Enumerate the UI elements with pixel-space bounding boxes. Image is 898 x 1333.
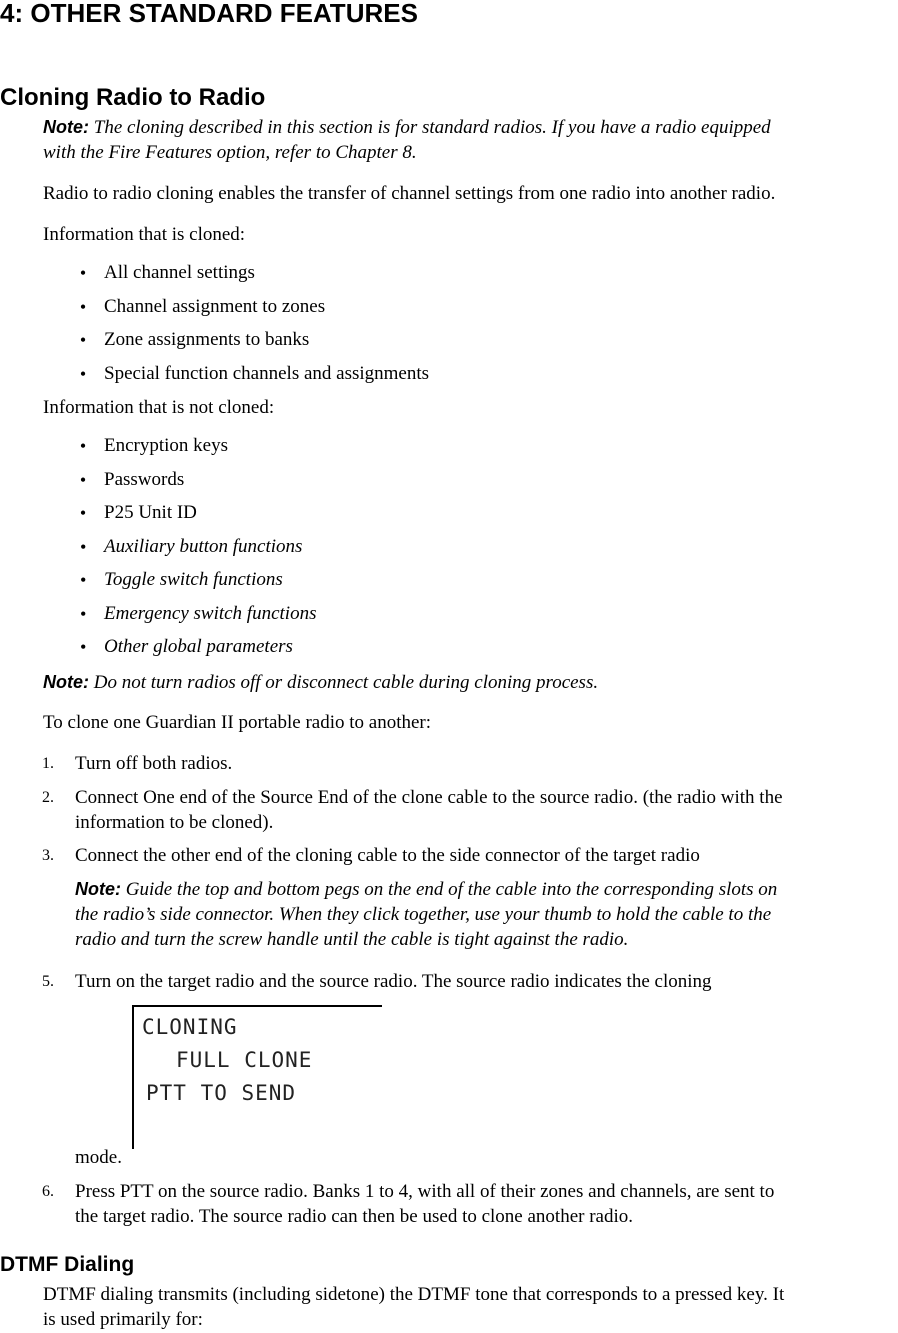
note-text: Do not turn radios off or disconnect cable during cloning process. (89, 672, 599, 693)
display-line: CLONING (142, 1015, 238, 1039)
step-number: 3. (42, 847, 54, 864)
step-number: 6. (42, 1183, 54, 1200)
list-item-text: P25 Unit ID (104, 502, 197, 523)
cloned-info-label: Information that is cloned: (43, 224, 246, 245)
step-number: 1. (42, 755, 54, 772)
bullet: • (79, 297, 87, 317)
note-cloning-scope (43, 114, 771, 141)
section-heading-dtmf: DTMF Dialing (0, 1253, 135, 1276)
dtmf-description: DTMF dialing transmits (including sidetone) the DTMF tone that corresponds to a pressed key. It (43, 1284, 785, 1305)
bullet: • (79, 470, 87, 490)
bullet: • (79, 503, 87, 523)
bullet: • (79, 436, 87, 456)
list-item-text: Special function channels and assignments (104, 363, 430, 384)
note-text-continued: radio and turn the screw handle until the cable is tight against the radio. (75, 929, 629, 950)
list-item-text: Toggle switch functions (104, 569, 283, 590)
note-text-continued: the radio’s side connector. When they click together, use your thumb to hold the cable to the (75, 904, 772, 925)
step-text-continued: information to be cloned). (75, 812, 274, 833)
bullet: • (79, 604, 87, 624)
bullet: • (79, 637, 87, 657)
step-text: Press PTT on the source radio. Banks 1 to 4, with all of their zones and channels, are sent to (75, 1181, 775, 1202)
note-text: Guide the top and bottom pegs on the end of the cable into the corresponding slots on (121, 879, 778, 900)
step-text: Connect One end of the Source End of the clone cable to the source radio. (the radio with the (75, 787, 783, 808)
bullet: • (79, 570, 87, 590)
bullet: • (79, 537, 87, 557)
list-item-text: Other global parameters (104, 636, 293, 657)
note-label: Note: (75, 879, 121, 899)
dtmf-description-continued: is used primarily for: (43, 1309, 203, 1330)
step-number: 2. (42, 789, 54, 806)
cloning-intro: Radio to radio cloning enables the transfer of channel settings from one radio into another radio. (43, 183, 776, 204)
step-text: Connect the other end of the cloning cable to the side connector of the target radio (75, 845, 700, 866)
step-text: Turn on the target radio and the source radio. The source radio indicates the cloning (75, 971, 712, 992)
note-text: The cloning described in this section is for standard radios. If you have a radio equipped (89, 117, 771, 138)
bullet: • (79, 330, 87, 350)
display-line: FULL CLONE (176, 1048, 313, 1072)
list-item-text: Emergency switch functions (104, 603, 317, 624)
step-text-continued: mode. (75, 1147, 122, 1168)
note-text-continued: with the Fire Features option, refer to Chapter 8. (43, 142, 417, 163)
step-text: Turn off both radios. (75, 753, 233, 774)
bullet: • (79, 263, 87, 283)
bullet: • (79, 364, 87, 384)
note-label: Note: (43, 117, 89, 137)
step-note (75, 876, 777, 903)
list-item-text: Zone assignments to banks (104, 329, 310, 350)
list-item-text: All channel settings (104, 262, 255, 283)
list-item-text: Passwords (104, 469, 185, 490)
radio-display-cloning-screen (132, 1005, 382, 1149)
list-item-text: Auxiliary button functions (104, 536, 303, 557)
not-cloned-info-label: Information that is not cloned: (43, 397, 275, 418)
step-number: 5. (42, 973, 54, 990)
note-cloning-warning (43, 669, 598, 696)
step-text-continued: the target radio. The source radio can then be used to clone another radio. (75, 1206, 634, 1227)
chapter-title: 4: OTHER STANDARD FEATURES (0, 0, 418, 28)
display-line: PTT TO SEND (146, 1081, 297, 1105)
section-heading-cloning: Cloning Radio to Radio (0, 84, 266, 111)
note-label: Note: (43, 672, 89, 692)
list-item-text: Encryption keys (104, 435, 229, 456)
list-item-text: Channel assignment to zones (104, 296, 326, 317)
procedure-intro: To clone one Guardian II portable radio to another: (43, 712, 432, 733)
